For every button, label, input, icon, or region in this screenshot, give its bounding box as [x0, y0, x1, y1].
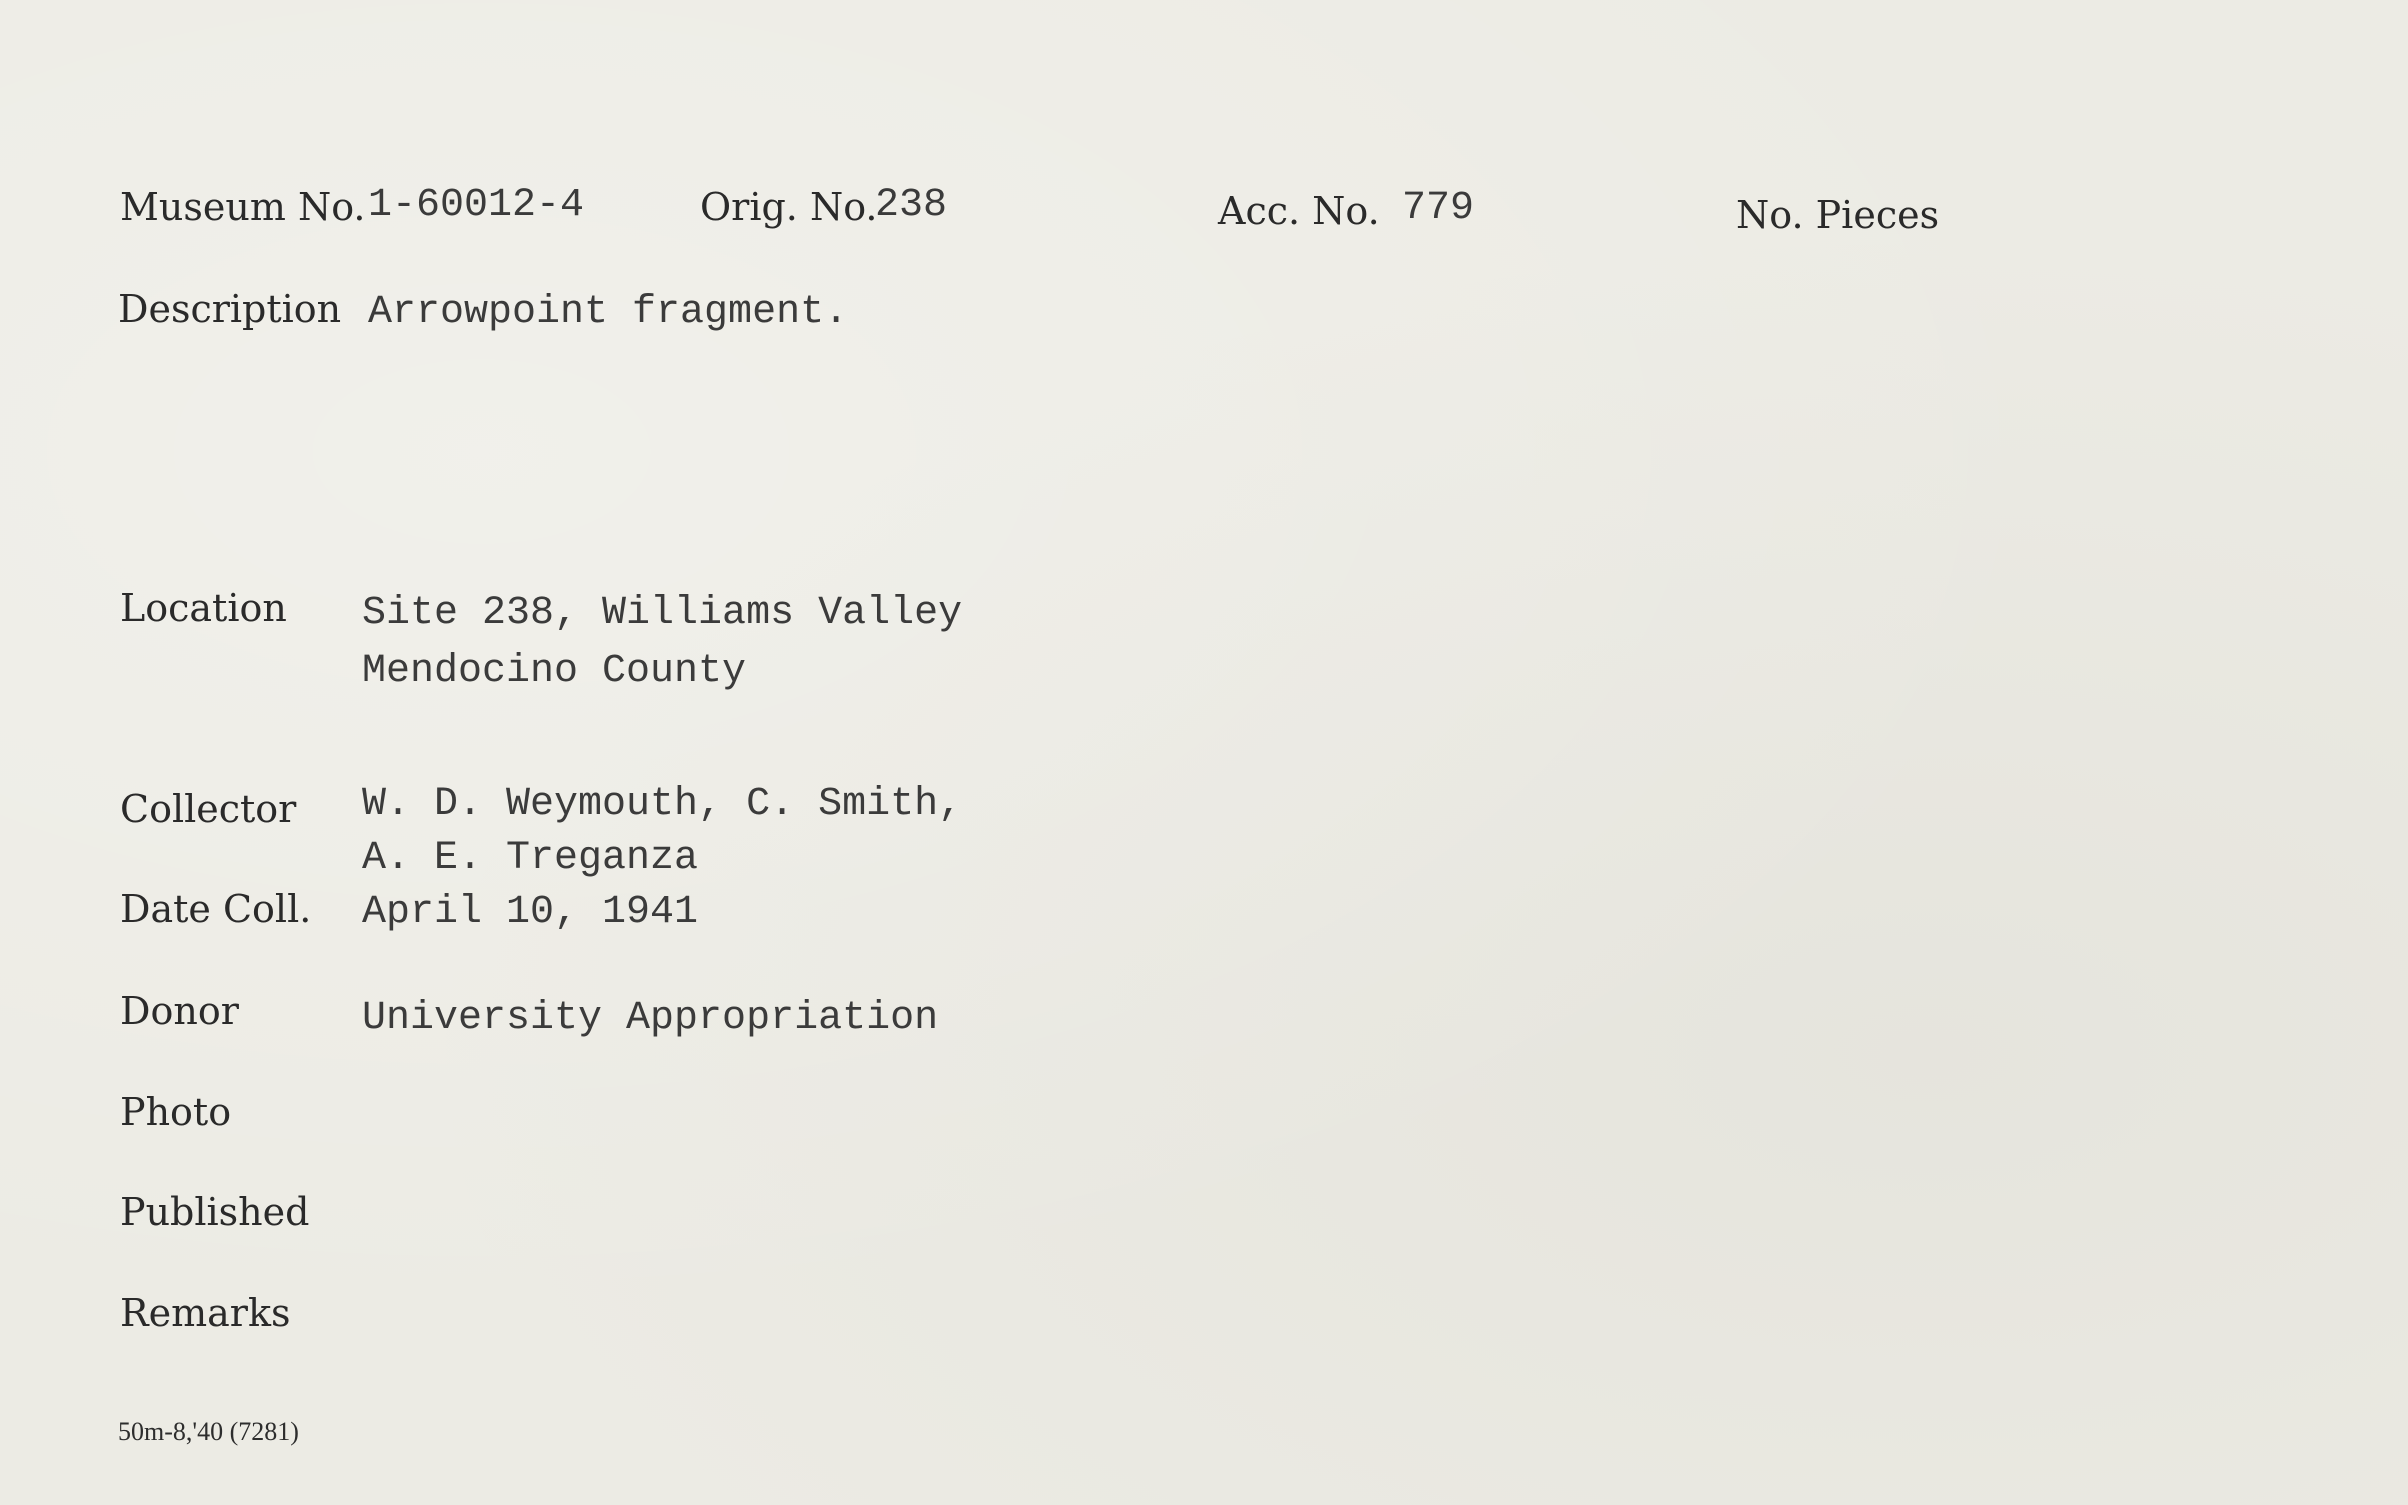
collector-label: Collector: [120, 787, 297, 831]
museum-no-label: Museum No.: [120, 185, 366, 229]
orig-no-label: Orig. No.: [700, 185, 878, 229]
collector-line-1: W. D. Weymouth, C. Smith,: [362, 782, 963, 827]
description-value: Arrowpoint fragment.: [368, 290, 849, 335]
date-coll-label: Date Coll.: [120, 887, 312, 931]
location-line-2: Mendocino County: [362, 649, 747, 694]
date-coll-value: April 10, 1941: [362, 890, 699, 935]
collector-line-2: A. E. Treganza: [362, 836, 699, 881]
museum-no-value: 1-60012-4: [368, 183, 585, 228]
location-line-1: Site 238, Williams Valley: [362, 591, 963, 636]
description-label: Description: [118, 287, 342, 331]
donor-label: Donor: [120, 989, 239, 1033]
location-label: Location: [120, 586, 287, 630]
orig-no-value: 238: [875, 183, 948, 228]
published-label: Published: [120, 1190, 310, 1234]
acc-no-label: Acc. No.: [1218, 189, 1380, 233]
no-pieces-label: No. Pieces: [1736, 193, 1940, 237]
acc-no-value: 779: [1402, 186, 1475, 231]
photo-label: Photo: [120, 1090, 232, 1134]
print-code: 50m-8,'40 (7281): [118, 1417, 299, 1446]
donor-value: University Appropriation: [362, 996, 939, 1041]
remarks-label: Remarks: [120, 1291, 291, 1335]
